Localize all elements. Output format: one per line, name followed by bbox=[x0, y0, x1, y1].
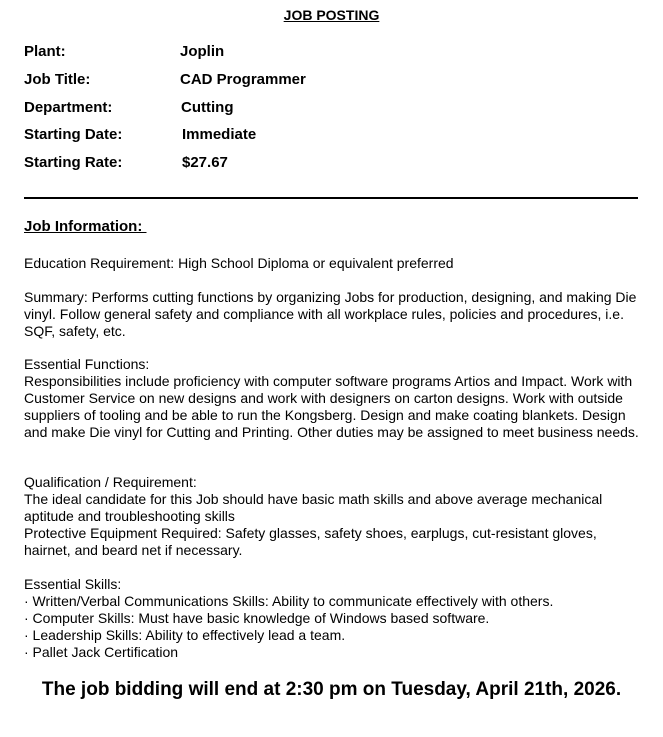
essential-functions-text: Responsibilities include proficiency with computer software programs Artios and Impact. Work with Customer Service on new designs and work with designers on carton designs. Work with outside suppliers of tooling and be able to run the Kongsberg. Design and make coating blankets. Design and make Die vinyl for Cutting and Printing. Other duties may be assigned to meet business needs. bbox=[24, 373, 639, 440]
field-starting-date-value: Immediate bbox=[182, 126, 257, 143]
field-starting-rate-label: Starting Rate: bbox=[24, 154, 123, 171]
essential-skills-label: Essential Skills: bbox=[24, 576, 122, 592]
horizontal-divider bbox=[24, 197, 638, 199]
essential-skills-section bbox=[24, 576, 644, 661]
qualification-text: The ideal candidate for this Job should have basic math skills and above average mechanical aptitude and troubleshooting skills bbox=[24, 491, 603, 524]
essential-functions-label: Essential Functions: bbox=[24, 356, 150, 372]
essential-skills-list bbox=[24, 593, 644, 661]
qualification-label: Qualification / Requirement: bbox=[24, 474, 197, 490]
field-job-title-value: CAD Programmer bbox=[180, 71, 306, 88]
skill-item: · Pallet Jack Certification bbox=[24, 644, 179, 660]
job-information-heading: Job Information: bbox=[24, 218, 147, 235]
bidding-deadline-notice: The job bidding will end at 2:30 pm on Tuesday, April 21th, 2026. bbox=[41, 679, 622, 700]
field-job-title-label: Job Title: bbox=[24, 71, 91, 88]
document-title: JOB POSTING bbox=[283, 7, 380, 23]
field-department-value: Cutting bbox=[181, 99, 234, 116]
education-requirement: Education Requirement: High School Diploma or equivalent preferred bbox=[24, 255, 454, 271]
summary-paragraph: Summary: Performs cutting functions by organizing Jobs for production, designing, and making Die vinyl. Follow general safety and compliance with all workplace rules, policies and procedures, i.e. SQF, safety, etc. bbox=[24, 289, 637, 339]
skill-item: · Written/Verbal Communications Skills: Ability to communicate effectively with others. bbox=[24, 593, 554, 609]
protective-equipment-text: Protective Equipment Required: Safety glasses, safety shoes, earplugs, cut-resistant gloves, hairnet, and beard net if necessary. bbox=[24, 525, 597, 558]
skill-item: · Computer Skills: Must have basic knowledge of Windows based software. bbox=[24, 610, 490, 626]
skill-item: · Leadership Skills: Ability to effectively lead a team. bbox=[24, 627, 346, 643]
field-starting-date-label: Starting Date: bbox=[24, 126, 123, 143]
field-plant-value: Joplin bbox=[180, 43, 225, 60]
field-plant-label: Plant: bbox=[24, 43, 66, 60]
field-starting-rate-value: $27.67 bbox=[182, 154, 228, 171]
field-department-label: Department: bbox=[24, 99, 113, 116]
essential-functions-section bbox=[24, 356, 644, 441]
qualification-section bbox=[24, 474, 644, 559]
